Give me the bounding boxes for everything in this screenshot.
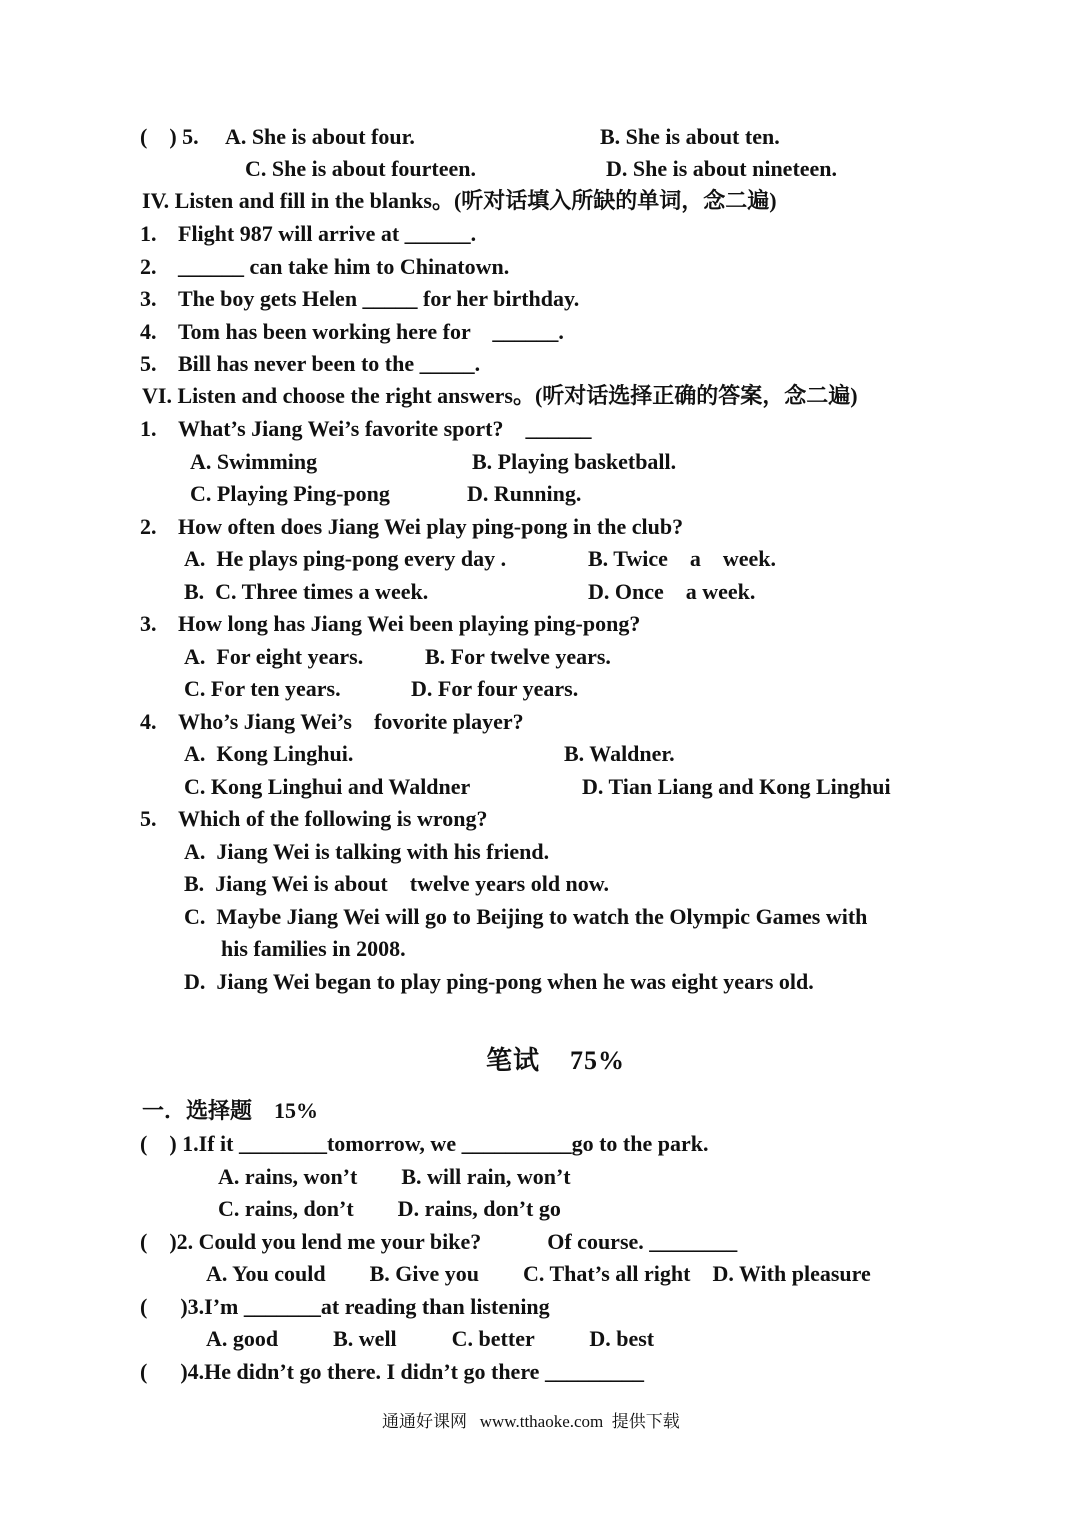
fill-item-text: Flight 987 will arrive at ______. [178,221,477,246]
mc-question-4: ( )4.He didn’t go there. I didn’t go there _________ [140,1359,644,1384]
section-iv-heading: IV. Listen and fill in the blanks。(听对话填入所缺的单词，念二遍) [142,188,777,213]
mc-question-2-options: A. You could B. Give you C. That’s all right D. With pleasure [206,1261,871,1286]
question-text: Which of the following is wrong? [178,806,488,831]
mc-question-1-options-ab: A. rains, won’t B. will rain, won’t [218,1164,571,1189]
question-number: 3. [140,611,157,636]
option-d: D. For four years. [411,676,579,701]
question-text: What’s Jiang Wei’s favorite sport? ______ [178,416,592,441]
mc-question-1-options-cd: C. rains, don’t D. rains, don’t go [218,1196,561,1221]
question-number: 1. [140,416,157,441]
mc-question-3: ( )3.I’m _______at reading than listening [140,1294,550,1319]
question-number: 4. [140,709,157,734]
option-a: A. Swimming [190,449,318,474]
fill-item-text: Tom has been working here for ______. [178,319,564,344]
fill-item-number: 2. [140,254,157,279]
option-c: B. C. Three times a week. [184,579,429,604]
option-a: A. For eight years. [184,644,364,669]
option-a: A. Kong Linghui. [184,741,354,766]
fill-item-number: 1. [140,221,157,246]
option-a: A. Jiang Wei is talking with his friend. [184,839,550,864]
option-c: C. Kong Linghui and Waldner [184,774,471,799]
fill-item-text: The boy gets Helen _____ for her birthday. [178,286,580,311]
option-c: C. Playing Ping-pong [190,481,390,506]
fill-item-number: 5. [140,351,157,376]
mc-question-3-options: A. good B. well C. better D. best [206,1326,655,1351]
option-b: B. Waldner. [564,741,675,766]
option-d: D. Jiang Wei began to play ping-pong when he was eight years old. [184,969,814,994]
q5-option-b: B. She is about ten. [600,124,780,149]
mc-question-1: ( ) 1.If it ________tomorrow, we __________go to the park. [140,1131,709,1156]
option-d: D. Once a week. [588,579,756,604]
fill-item-number: 3. [140,286,157,311]
fill-item-text: ______ can take him to Chinatown. [178,254,510,279]
question-text: How long has Jiang Wei been playing ping-pong? [178,611,641,636]
fill-item-number: 4. [140,319,157,344]
question-text: Who’s Jiang Wei’s fovorite player? [178,709,524,734]
option-c: C. Maybe Jiang Wei will go to Beijing to watch the Olympic Games with [184,904,868,929]
option-b: B. Jiang Wei is about twelve years old now. [184,871,609,896]
q5-option-d: D. She is about nineteen. [606,156,838,181]
option-c: C. For ten years. [184,676,341,701]
option-b: B. For twelve years. [425,644,611,669]
option-d: D. Running. [467,481,582,506]
option-b: B. Playing basketball. [472,449,677,474]
section-vi-heading: VI. Listen and choose the right answers。(听对话选择正确的答案，念二遍) [142,383,858,408]
written-test-title: 笔试 75% [486,1046,626,1075]
page-footer[interactable]: 通通好课网 www.tthaoke.com 提供下载 [382,1412,680,1431]
q5-stem: ( ) 5. A. She is about four. [140,124,415,149]
option-b: B. Twice a week. [588,546,776,571]
section-1-heading: 一．选择题 15% [142,1098,319,1123]
question-number: 5. [140,806,157,831]
option-d: D. Tian Liang and Kong Linghui [582,774,891,799]
question-text: How often does Jiang Wei play ping-pong in the club? [178,514,684,539]
mc-question-2: ( )2. Could you lend me your bike? Of course. ________ [140,1229,738,1254]
option-a: A. He plays ping-pong every day . [184,546,507,571]
q5-option-c: C. She is about fourteen. [245,156,477,181]
fill-item-text: Bill has never been to the _____. [178,351,481,376]
question-number: 2. [140,514,157,539]
option-c-continued: his families in 2008. [221,936,406,961]
